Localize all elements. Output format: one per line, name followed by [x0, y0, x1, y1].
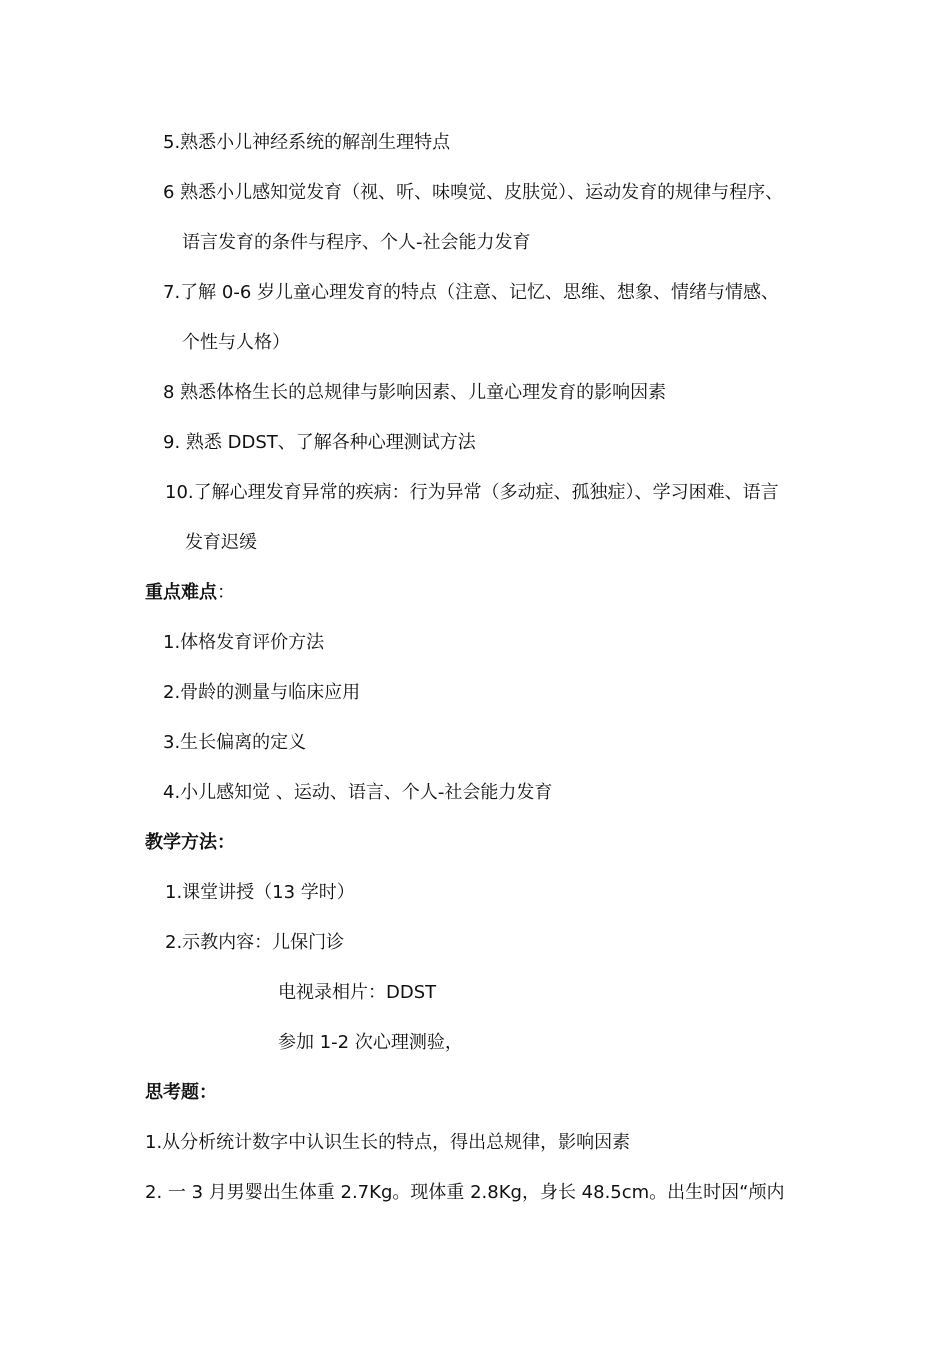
teaching-methods-heading: 教学方法： [145, 832, 235, 853]
question-item-2: 2. 一 3 月男婴出生体重 2.7Kg。现体重 2.8Kg，身长 48.5cm。出生时因“颅内 [145, 1182, 785, 1203]
objective-item-7-line-1: 7.了解 0-6 岁儿童心理发育的特点（注意、记忆、思维、想象、情绪与情感、 [163, 282, 780, 303]
key-point-item-3: 3.生长偏离的定义 [163, 732, 307, 753]
key-point-item-2: 2.骨龄的测量与临床应用 [163, 682, 361, 703]
objective-item-6-line-1: 6 熟悉小儿感知觉发育（视、听、味嗅觉、皮肤觉）、运动发育的规律与程序、 [163, 182, 784, 203]
key-points-heading [145, 581, 235, 605]
objective-item-9: 9. 熟悉 DDST、了解各种心理测试方法 [163, 432, 476, 453]
objective-item-10-line-1: 10.了解心理发育异常的疾病：行为异常（多动症、孤独症）、学习困难、语言 [165, 482, 779, 503]
teaching-method-item-2: 2.示教内容：儿保门诊 [165, 932, 345, 953]
key-points-heading-colon: ： [217, 582, 235, 603]
key-point-item-4: 4.小儿感知觉 、运动、语言、个人-社会能力发育 [163, 782, 553, 803]
key-point-item-1: 1.体格发育评价方法 [163, 632, 325, 653]
key-points-heading-text: 重点难点 [145, 582, 217, 603]
question-item-1: 1.从分析统计数字中认识生长的特点，得出总规律，影响因素 [145, 1132, 631, 1153]
objective-item-6-line-2: 语言发育的条件与程序、个人-社会能力发育 [182, 232, 531, 253]
objective-item-5: 5.熟悉小儿神经系统的解剖生理特点 [163, 132, 451, 153]
teaching-method-item-3: 电视录相片：DDST [278, 982, 437, 1003]
objective-item-10-line-2: 发育迟缓 [185, 532, 257, 553]
teaching-method-item-1: 1.课堂讲授（13 学时） [165, 882, 355, 903]
objective-item-7-line-2: 个性与人格） [182, 332, 290, 353]
questions-heading: 思考题： [145, 1082, 217, 1103]
objective-item-8: 8 熟悉体格生长的总规律与影响因素、儿童心理发育的影响因素 [163, 382, 667, 403]
teaching-method-item-4: 参加 1-2 次心理测验， [278, 1032, 463, 1053]
